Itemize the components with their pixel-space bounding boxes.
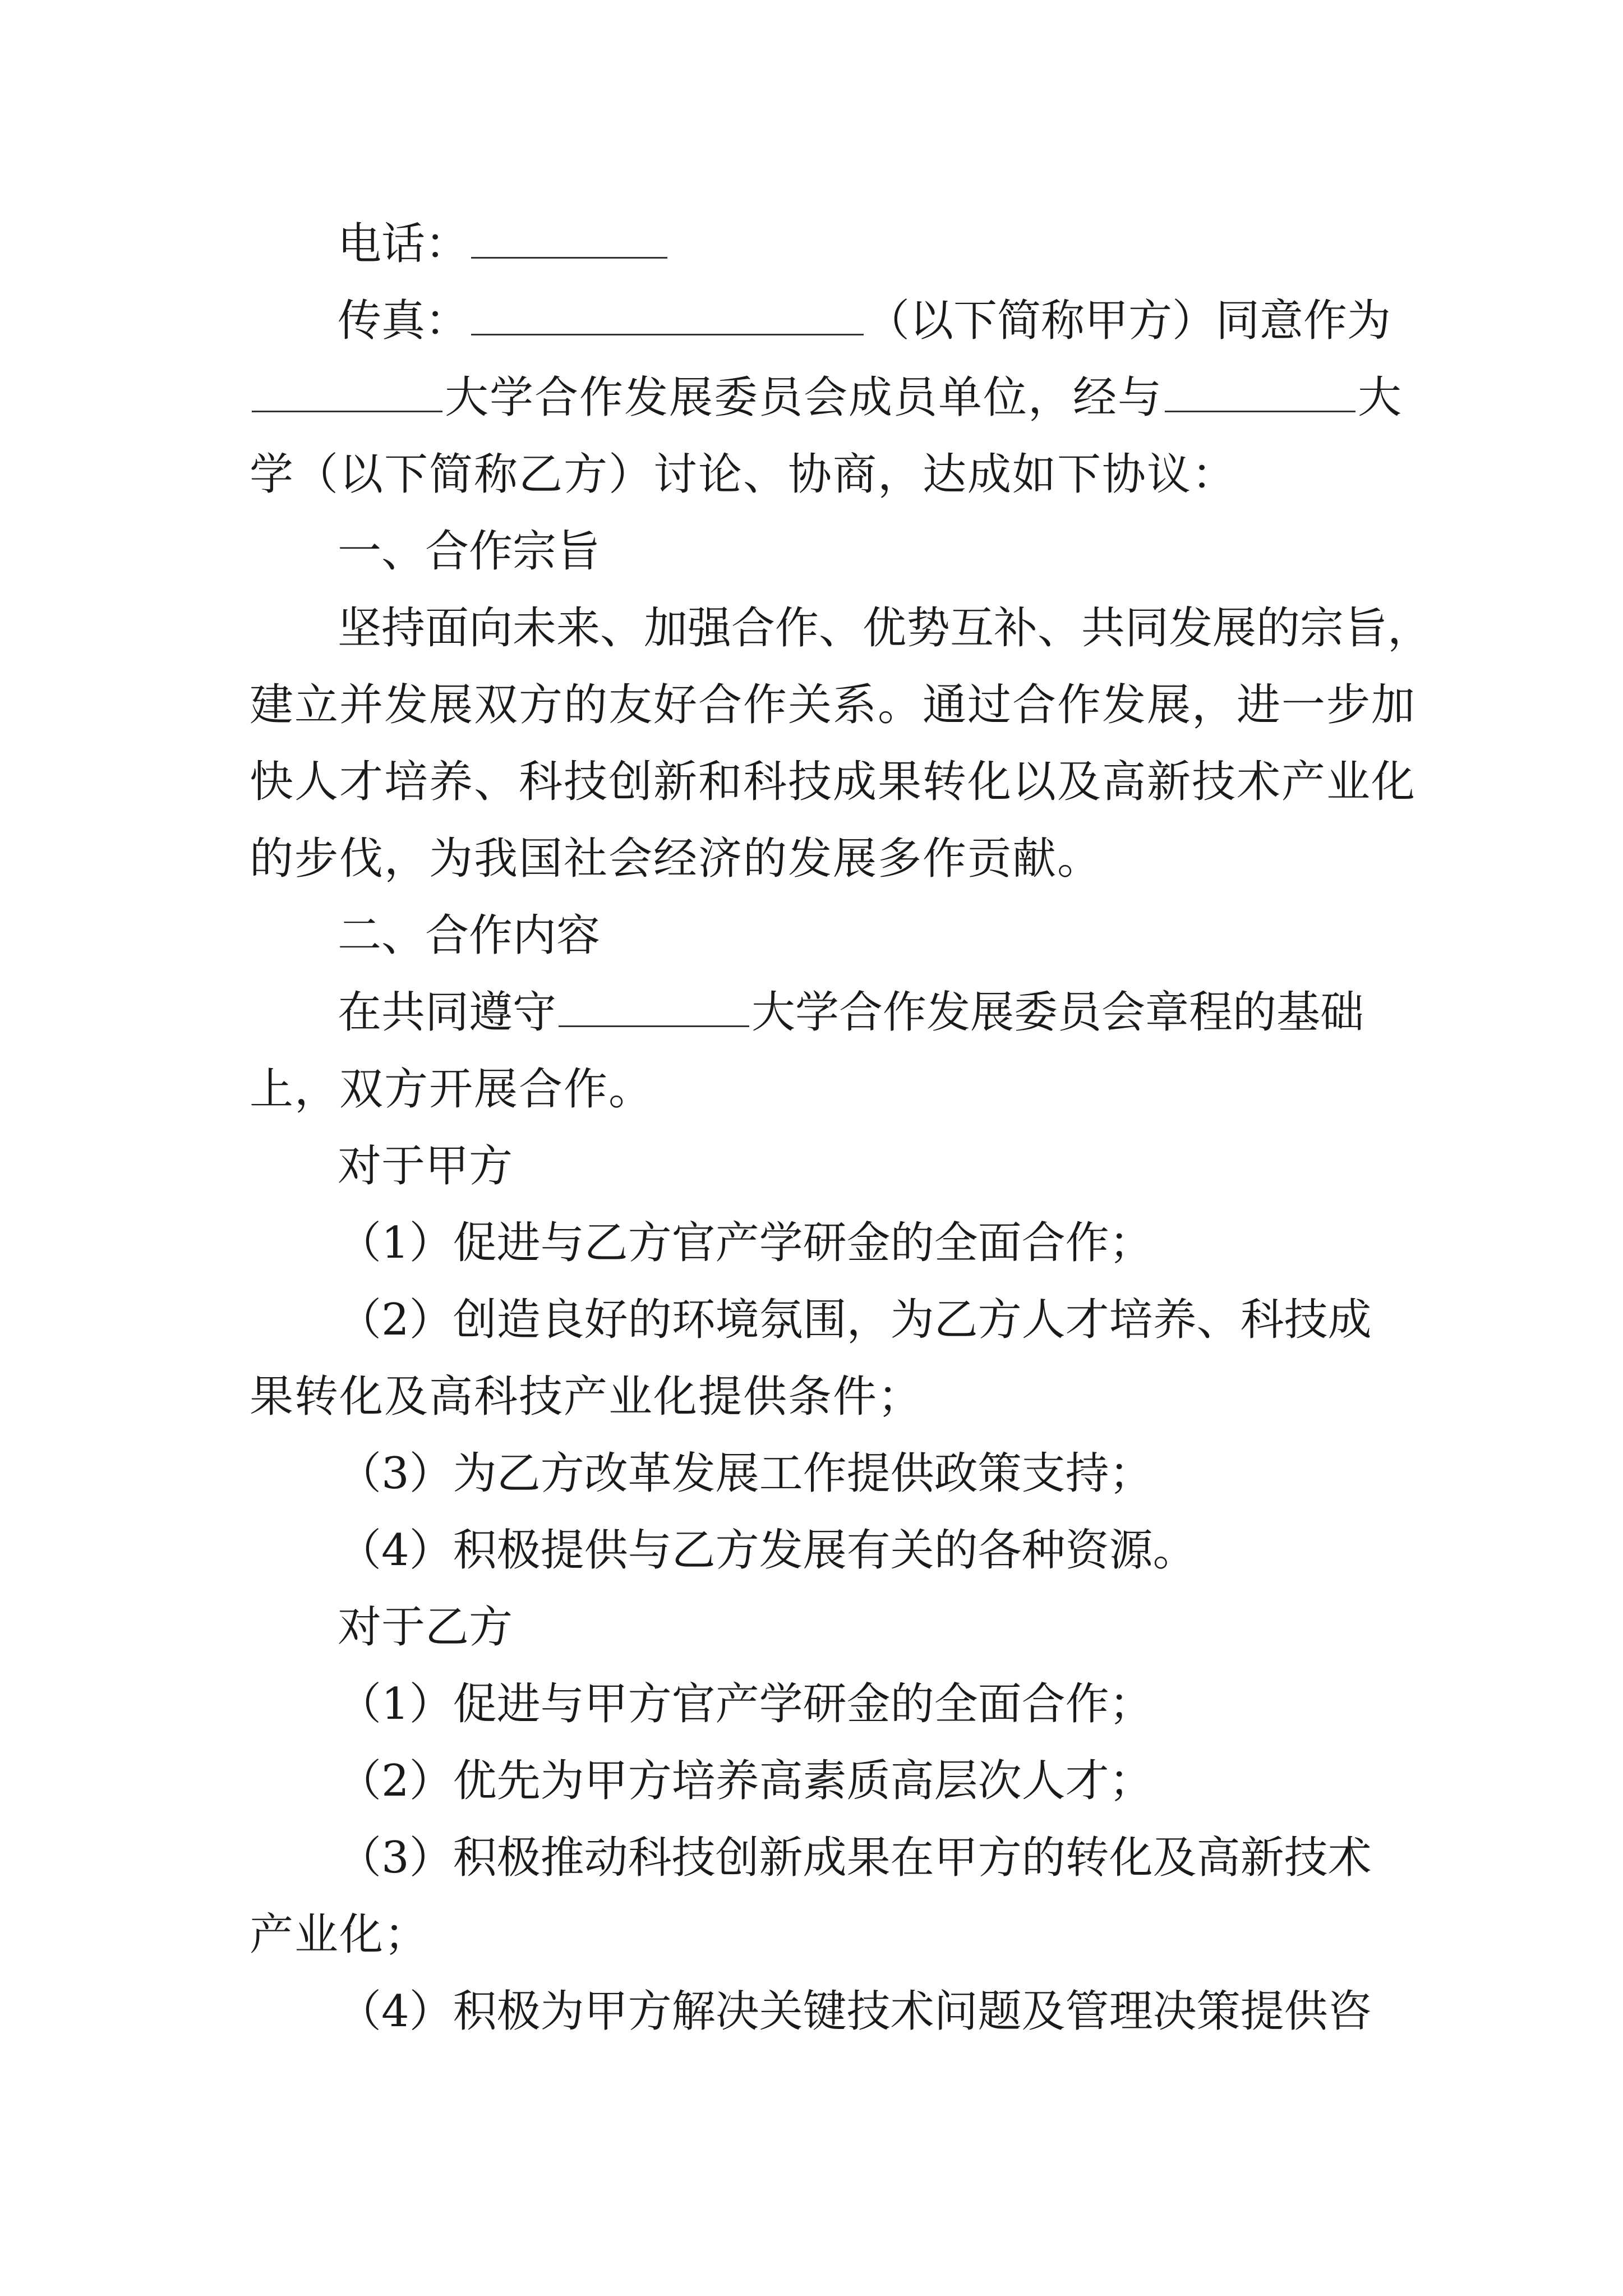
- fax-blank: [471, 295, 864, 335]
- party-b-item-3: （3）积极推动科技创新成果在甲方的转化及高新技术: [338, 1833, 1372, 1883]
- party-line-3: [0, 356, 1623, 440]
- section1-para-line1: 坚持面向未来、加强合作、优势互补、共同发展的宗旨，: [338, 603, 1432, 654]
- phone-label: 电话：: [338, 219, 469, 269]
- party-b-heading: 对于乙方: [338, 1602, 513, 1653]
- section1-para-line4: 的步伐，为我国社会经济的发展多作贡献。: [250, 834, 1103, 884]
- section2-para-end: 大学合作发展委员会章程的基础: [751, 987, 1364, 1038]
- party-a-heading: 对于甲方: [338, 1141, 513, 1191]
- section2-para-line1: [0, 970, 1623, 1055]
- party-line-4: 学（以下简称乙方）讨论、协商，达成如下协议：: [250, 449, 1237, 500]
- fax-label: 传真：: [338, 296, 469, 346]
- fax-after-text: （以下简称甲方）同意作为: [866, 296, 1391, 346]
- party-a-item-1: （1）促进与乙方官产学研金的全面合作；: [338, 1218, 1153, 1268]
- phone-line: [0, 202, 1623, 286]
- section2-title: 二、合作内容: [338, 910, 601, 961]
- line3-mid: 大学合作发展委员会成员单位，经与: [445, 372, 1163, 423]
- party-a-item-4: （4）积极提供与乙方发展有关的各种资源。: [338, 1525, 1197, 1576]
- section2-para-start: 在共同遵守: [338, 987, 557, 1038]
- party-a-item-2: （2）创造良好的环境氛围，为乙方人才培养、科技成: [338, 1295, 1372, 1345]
- section1-para-line3: 快人才培养、科技创新和科技成果转化以及高新技术产业化: [250, 757, 1417, 807]
- phone-blank: [471, 218, 667, 259]
- party-b-item-4: （4）积极为甲方解决关键技术问题及管理决策提供咨: [338, 1986, 1372, 2037]
- section2-para-line2: 上，双方开展合作。: [250, 1064, 654, 1115]
- section1-para-line2: 建立并发展双方的友好合作关系。通过合作发展，进一步加: [250, 680, 1417, 730]
- line3-end: 大: [1358, 372, 1403, 423]
- university-blank-3: [559, 986, 749, 1027]
- party-b-item-1: （1）促进与甲方官产学研金的全面合作；: [338, 1679, 1153, 1729]
- university-blank-1: [252, 371, 442, 412]
- party-b-item-2: （2）优先为甲方培养高素质高层次人才；: [338, 1756, 1153, 1806]
- party-a-item-3: （3）为乙方改革发展工作提供政策支持；: [338, 1448, 1153, 1499]
- party-a-item-2-cont: 果转化及高科技产业化提供条件；: [250, 1372, 923, 1422]
- section1-title: 一、合作宗旨: [338, 526, 601, 577]
- fax-line: [0, 279, 1623, 363]
- university-blank-2: [1165, 371, 1355, 412]
- party-b-item-3-cont: 产业化；: [250, 1910, 430, 1960]
